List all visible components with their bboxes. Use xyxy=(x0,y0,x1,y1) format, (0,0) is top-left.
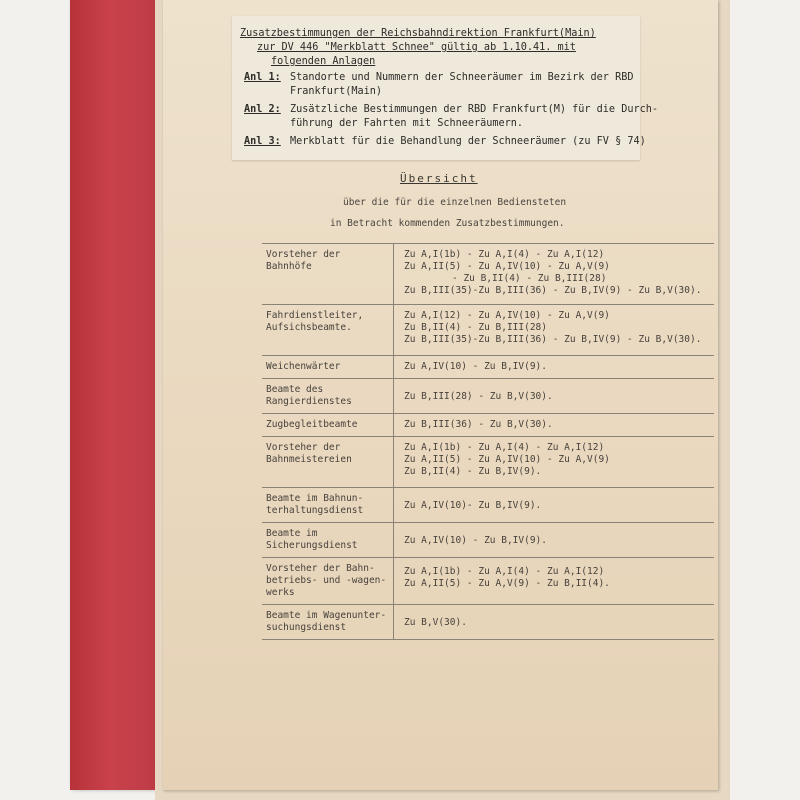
table-row xyxy=(262,558,714,605)
regulations-cell xyxy=(394,414,715,437)
table-row xyxy=(262,523,714,558)
staff-label: terhaltungsdienst xyxy=(266,505,364,516)
regulations-cell xyxy=(394,523,715,558)
anlage-2-text: Zusätzliche Bestimmungen der RBD Frankfurt(M) für die Durch- xyxy=(290,104,659,115)
staff-cell xyxy=(262,379,394,414)
regulation-line: - Zu B,II(4) - Zu B,III(28) xyxy=(452,273,607,284)
regulations-cell xyxy=(394,488,715,523)
regulation-line: Zu B,III(28) - Zu B,V(30). xyxy=(404,391,553,402)
staff-label: Bahnmeistereien xyxy=(266,454,352,465)
regulations-cell xyxy=(394,356,715,379)
regulation-line: Zu B,V(30). xyxy=(404,617,467,628)
regulation-line: Zu B,III(35)-Zu B,III(36) - Zu B,IV(9) - Zu B,V(30). xyxy=(404,334,702,345)
regulations-cell xyxy=(394,244,715,305)
staff-cell xyxy=(262,244,394,305)
regulation-line: Zu B,II(4) - Zu B,IV(9). xyxy=(404,466,542,477)
staff-label: werks xyxy=(266,587,295,598)
staff-label: Beamte im Bahnun- xyxy=(266,493,364,504)
staff-label: Zugbegleitbeamte xyxy=(266,419,358,430)
overview-subtitle-2: in Betracht kommenden Zusatzbestimmungen. xyxy=(330,218,565,229)
regulation-line: Zu A,I(12) - Zu A,IV(10) - Zu A,V(9) xyxy=(404,310,610,321)
regulations-cell xyxy=(394,305,715,356)
regulations-cell xyxy=(394,605,715,640)
regulation-line: Zu A,II(5) - Zu A,IV(10) - Zu A,V(9) xyxy=(404,261,610,272)
regulation-line: Zu B,III(36) - Zu B,V(30). xyxy=(404,419,553,430)
staff-label: Weichenwärter xyxy=(266,361,341,372)
staff-label: Beamte im xyxy=(266,528,318,539)
staff-label: Vorsteher der Bahn- xyxy=(266,563,375,574)
staff-label: betriebs- und -wagen- xyxy=(266,575,387,586)
staff-cell xyxy=(262,488,394,523)
regulation-line: Zu B,III(35)-Zu B,III(36) - Zu B,IV(9) - Zu B,V(30). xyxy=(404,285,702,296)
anlage-1-text-cont: Frankfurt(Main) xyxy=(290,86,383,97)
table-row xyxy=(262,488,714,523)
anlage-3-label: Anl 3: xyxy=(244,136,281,147)
regulation-line: Zu A,I(1b) - Zu A,I(4) - Zu A,I(12) xyxy=(404,442,605,453)
staff-cell xyxy=(262,605,394,640)
overview-subtitle-1: über die für die einzelnen Bediensteten xyxy=(343,197,567,208)
staff-label: Bahnhöfe xyxy=(266,261,312,272)
anlage-1-text: Standorte und Nummern der Schneeräumer im Bezirk der RBD xyxy=(290,72,634,83)
regulation-line: Zu A,IV(10) - Zu B,IV(9). xyxy=(404,535,547,546)
regulation-line: Zu A,II(5) - Zu A,V(9) - Zu B,II(4). xyxy=(404,578,610,589)
header-line-3: folgenden Anlagen xyxy=(271,56,376,67)
staff-cell xyxy=(262,558,394,605)
regulation-line: Zu A,II(5) - Zu A,IV(10) - Zu A,V(9) xyxy=(404,454,610,465)
anlage-3-text: Merkblatt für die Behandlung der Schneeräumer (zu FV § 74) xyxy=(290,136,646,147)
staff-cell xyxy=(262,523,394,558)
staff-label: suchungsdienst xyxy=(266,622,347,633)
staff-label: Aufsichsbeamte. xyxy=(266,322,352,333)
table-row xyxy=(262,605,714,640)
table-row xyxy=(262,379,714,414)
staff-cell xyxy=(262,305,394,356)
staff-label: Vorsteher der xyxy=(266,442,341,453)
staff-label: Beamte im Wagenunter- xyxy=(266,610,387,621)
staff-cell xyxy=(262,437,394,488)
anlage-2-text-cont: führung der Fahrten mit Schneeräumern. xyxy=(290,118,524,129)
header-line-2: zur DV 446 "Merkblatt Schnee" gültig ab 1.10.41. mit xyxy=(257,42,576,53)
regulations-cell xyxy=(394,437,715,488)
regulation-line: Zu A,I(1b) - Zu A,I(4) - Zu A,I(12) xyxy=(404,566,605,577)
table-row xyxy=(262,305,714,356)
staff-label: Vorsteher der xyxy=(266,249,341,260)
staff-label: Rangierdienstes xyxy=(266,396,352,407)
table-row xyxy=(262,437,714,488)
staff-cell xyxy=(262,414,394,437)
regulation-line: Zu A,IV(10) - Zu B,IV(9). xyxy=(404,361,547,372)
staff-label: Beamte des xyxy=(266,384,324,395)
header-line-1: Zusatzbestimmungen der Reichsbahndirektion Frankfurt(Main) xyxy=(240,28,596,39)
staff-cell xyxy=(262,356,394,379)
staff-label: Sicherungsdienst xyxy=(266,540,358,551)
table-row xyxy=(262,356,714,379)
overview-title: Übersicht xyxy=(400,172,478,185)
regulations-cell xyxy=(394,558,715,605)
regulation-line: Zu A,I(1b) - Zu A,I(4) - Zu A,I(12) xyxy=(404,249,605,260)
overview-table xyxy=(262,243,714,640)
table-row xyxy=(262,244,714,305)
anlage-2-label: Anl 2: xyxy=(244,104,281,115)
staff-label: Fahrdienstleiter, xyxy=(266,310,364,321)
regulations-cell xyxy=(394,379,715,414)
anlage-1-label: Anl 1: xyxy=(244,72,281,83)
regulation-line: Zu A,IV(10)- Zu B,IV(9). xyxy=(404,500,542,511)
table-row xyxy=(262,414,714,437)
regulation-line: Zu B,II(4) - Zu B,III(28) xyxy=(404,322,547,333)
